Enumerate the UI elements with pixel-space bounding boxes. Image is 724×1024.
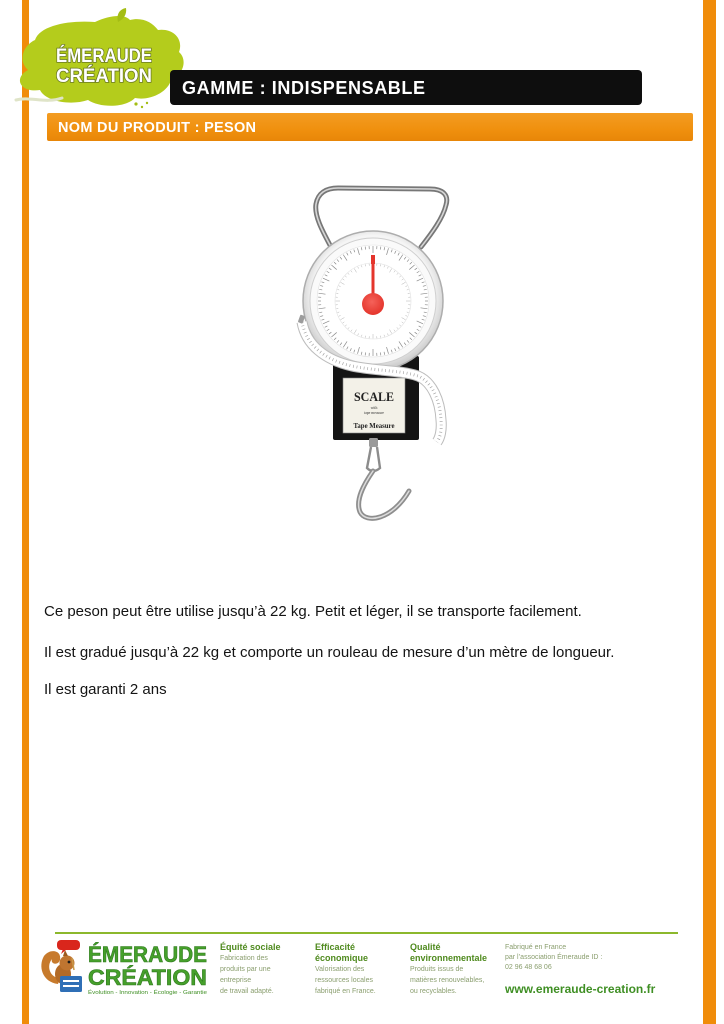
description-paragraph: Il est garanti 2 ans (44, 681, 167, 698)
footer-divider (55, 932, 678, 934)
footer-column-text: Produits issus de (410, 966, 464, 973)
scale-hook (359, 438, 409, 518)
range-title: GAMME : INDISPENSABLE (182, 78, 426, 98)
footer-column-text: Valorisation des (315, 966, 365, 973)
footer-column-title: Efficacité (315, 942, 356, 952)
description-paragraph: Il est gradué jusqu’à 22 kg et comporte un rouleau de mesure d’un mètre de longueur. (44, 644, 615, 661)
footer-column-title: Équité sociale (220, 942, 281, 952)
footer-column-environmental (410, 942, 487, 997)
footer-column-text: produits par une (220, 966, 271, 973)
footer-column-text: ressources locales (315, 977, 373, 984)
box-icon (60, 976, 82, 992)
footer-column-text: entreprise (220, 977, 252, 984)
footer-column-text: matières renouvelables, (410, 977, 485, 984)
footer-column-text: de travail adapté. (220, 988, 274, 995)
contact-line: par l’association Émeraude ID : (505, 954, 603, 961)
description-paragraph: Ce peson peut être utilise jusqu’à 22 kg. Petit et léger, il se transporte facilement. (44, 603, 582, 620)
left-accent-bar (22, 0, 29, 1024)
contact-phone: 02 96 48 68 06 (505, 964, 552, 971)
contact-line: Fabriqué en France (505, 944, 567, 951)
logo-word-creation: CRÉATION (56, 66, 154, 87)
website-link[interactable]: www.emeraude-creation.fr (505, 982, 656, 996)
footer-logo (36, 936, 212, 998)
footer-column-title: environnementale (410, 953, 488, 963)
footer-column-title: Qualité (410, 942, 441, 952)
scale-label-small-2: tape measure (364, 411, 384, 415)
footer-contact (505, 943, 602, 973)
logo-drop (141, 106, 143, 108)
footer-logo-word-emeraude: ÉMERAUDE (88, 942, 207, 967)
footer-column-text: Fabrication des (220, 955, 268, 962)
right-accent-bar (703, 0, 716, 1024)
footer-column-social (220, 942, 281, 997)
needle-hub (362, 293, 384, 315)
footer-column-text: ou recyclables. (410, 988, 457, 995)
footer-logo-tagline: Évolution - Innovation - Écologie - Garantie (88, 990, 193, 996)
scale-label-subtitle: Tape Measure (353, 423, 395, 430)
footer-column-title: économique (315, 953, 369, 963)
product-title: NOM DU PRODUIT : PESON (58, 120, 257, 136)
scale-label-small-1: with (370, 406, 378, 410)
footer-column-economic (315, 942, 376, 997)
range-title-bar (170, 70, 642, 105)
logo-word-emeraude: ÉMERAUDE (56, 46, 165, 67)
footer-logo-word-creation: CRÉATION (88, 965, 207, 990)
logo-drop (146, 102, 148, 104)
footer-column-text: fabriqué en France. (315, 988, 376, 995)
logo-swoosh (16, 98, 62, 100)
speech-bubble-icon (57, 940, 80, 954)
scale-label-title: SCALE (354, 389, 394, 404)
logo-drop (134, 102, 137, 105)
product-image (290, 180, 460, 525)
